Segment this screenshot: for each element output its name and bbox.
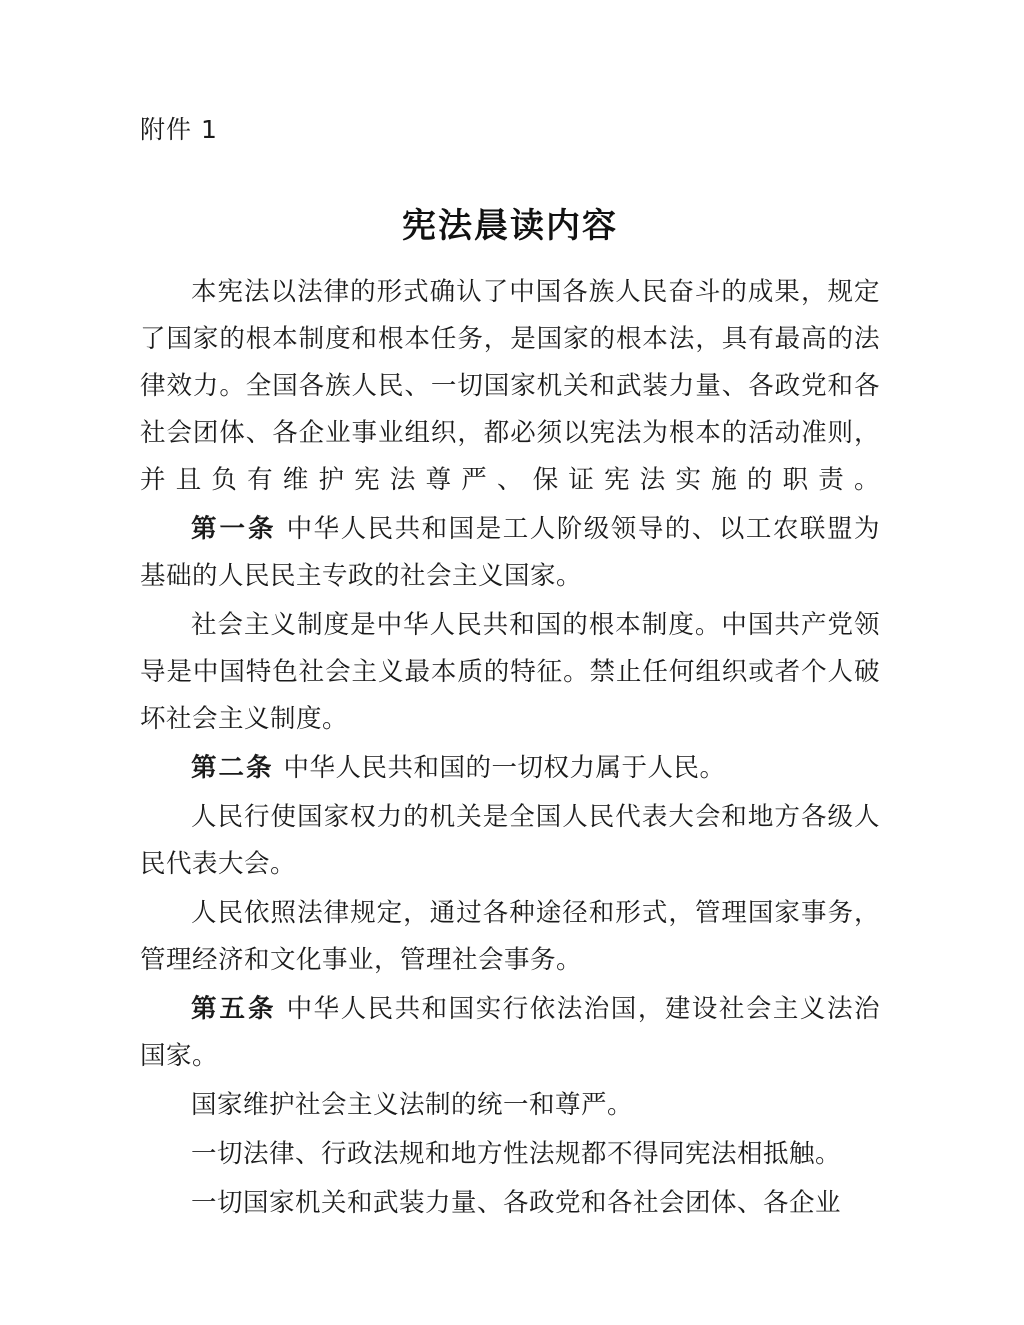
paragraph-article-5-p4 (140, 1180, 880, 1227)
paragraph-text: 社会主义制度是中华人民共和国的根本制度。中国共产党领导是中国特色社会主义最本质的特征。禁止任何组织或者个人破坏社会主义制度。 (140, 610, 880, 734)
paragraph-preamble (140, 269, 880, 504)
paragraph-text: 本宪法以法律的形式确认了中国各族人民奋斗的成果，规定了国家的根本制度和根本任务，是国家的根本法，具有最高的法律效力。全国各族人民、一切国家机关和武装力量、各政党和各社会团体、各企业事业组织，都必须以宪法为根本的活动准则，并且负有维护宪法尊严、保证宪法实施的职责。 (140, 277, 880, 495)
paragraph-article-2-p3 (140, 890, 880, 984)
paragraph-text: 中华人民共和国的一切权力属于人民。 (283, 753, 726, 783)
article-number: 第一条 (191, 514, 277, 544)
paragraph-article-5-p3 (140, 1131, 880, 1178)
paragraph-text: 中华人民共和国实行依法治国，建设社会主义法治国家。 (140, 994, 880, 1071)
paragraph-text: 国家维护社会主义法制的统一和尊严。 (191, 1090, 634, 1120)
paragraph-article-1-p2 (140, 602, 880, 743)
paragraph-text: 一切国家机关和武装力量、各政党和各社会团体、各企业 (191, 1188, 842, 1218)
article-number: 第二条 (191, 753, 274, 783)
document-content (140, 110, 880, 1229)
paragraph-article-5-p2 (140, 1082, 880, 1129)
article-number: 第五条 (191, 994, 277, 1024)
paragraph-text: 人民行使国家权力的机关是全国人民代表大会和地方各级人民代表大会。 (140, 802, 880, 879)
page-title: 宪法晨读内容 (402, 206, 618, 246)
paragraph-article-5-p1 (140, 986, 880, 1080)
paragraph-text: 人民依照法律规定，通过各种途径和形式，管理国家事务，管理经济和文化事业，管理社会事务。 (140, 898, 880, 975)
paragraph-article-1-p1 (140, 506, 880, 600)
paragraph-article-2-p1 (140, 745, 880, 792)
paragraph-text: 中华人民共和国是工人阶级领导的、以工农联盟为基础的人民民主专政的社会主义国家。 (140, 514, 880, 591)
paragraph-text: 一切法律、行政法规和地方性法规都不得同宪法相抵触。 (191, 1139, 842, 1169)
attachment-label: 附件 1 (140, 115, 218, 144)
paragraph-article-2-p2 (140, 794, 880, 888)
